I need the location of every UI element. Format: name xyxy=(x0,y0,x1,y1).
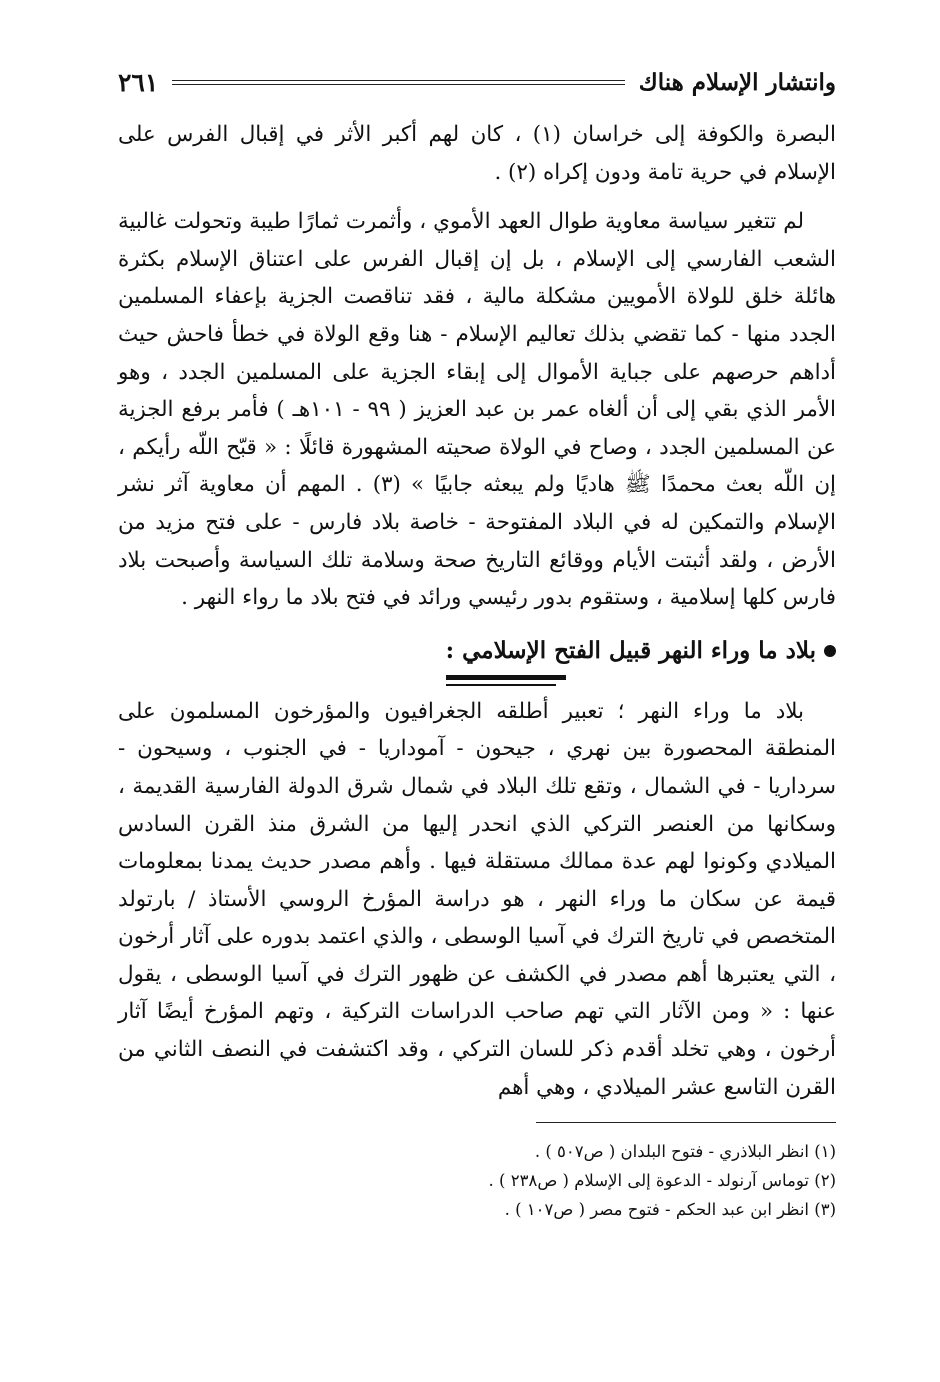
footnote-separator xyxy=(536,1122,836,1123)
section-heading-label: بلاد ما وراء النهر قبيل الفتح الإسلامي : xyxy=(445,637,816,665)
heading-underline xyxy=(446,675,566,680)
section-heading-text xyxy=(446,637,816,664)
paragraph-transoxiana: بلاد ما وراء النهر ؛ تعبير أطلقه الجغرافيون والمؤرخون المسلمون على المنطقة المحصورة بين نهري ، جيحون - آموداريا - في الجنوب ، وسيحون - سرداريا - في الشمال ، وتقع تلك البلاد في شمال شرق الدولة الفارسية القديمة ، وسكانها من العنصر التركي الذي انحدر إليها من الشرق منذ القرن السادس الميلادي وكونوا لهم عدة ممالك مستقلة فيها . وأهم مصدر حديث يمدنا بمعلومات قيمة عن سكان ما وراء النهر ، هو دراسة المؤرخ الروسي الأستاذ / بارتولد المتخصص في تاريخ الترك في آسيا الوسطى ، والذي اعتمد بدوره على آثار أرخون ، التي يعتبرها أهم مصدر في الكشف عن ظهور الترك في آسيا الوسطى ، يقول عنها : « ومن الآثار التي تهم صاحب الدراسات التركية ، وتهم المؤرخ أيضًا آثار أرخون ، وهي تخلد أقدم ذكر للسان التركي ، وقد اكتشفت في النصف الثاني من القرن التاسع عشر الميلادي ، وهي أهم xyxy=(118,698,836,1100)
footnote-3: (٣) انظر ابن عبد الحكم - فتوح مصر ( ص١٠٧ ) . xyxy=(504,1200,836,1220)
body-text xyxy=(118,116,836,1106)
footnote-1: (١) انظر البلاذري - فتوح البلدان ( ص٥٠٧ ) . xyxy=(534,1142,836,1162)
running-header xyxy=(118,62,836,102)
header-double-rule xyxy=(172,80,624,85)
paragraph-muawiya-policy: لم تتغير سياسة معاوية طوال العهد الأموي ، وأثمرت ثمارًا طيبة وتحولت غالبية الشعب الفارسي إلى الإسلام ، بل إن إقبال الفرس على اعتناق الإسلام بكثرة هائلة خلق للولاة الأمويين مشكلة مالية ، فقد تناقصت الجزية بإعفاء المسلمين الجدد منها - كما تقضي بذلك تعاليم الإسلام - هنا وقع الولاة في خطأ فاحش حيث أداهم حرصهم على جباية الأموال إلى إبقاء الجزية على المسلمين الجدد ، وهو الأمر الذي بقي إلى أن ألغاه عمر بن عبد العزيز ( ٩٩ - ١٠١هـ ) فأمر برفع الجزية عن المسلمين الجدد ، وصاح في الولاة صحيته المشهورة قائلًا : « قبّح اللّه رأيكم ، إن اللّه بعث محمدًا ﷺ هاديًا ولم يبعثه جابيًا » (٣) . المهم أن معاوية آثر نشر الإسلام والتمكين له في البلاد المفتوحة - خاصة بلاد فارس - على فتح مزيد من الأرض ، ولقد أثبتت الأيام ووقائع التاريخ صحة وسلامة تلك السياسة وأصبحت بلاد فارس كلها إسلامية ، وستقوم بدور رئيسي ورائد في فتح بلاد ما رواء النهر . xyxy=(118,209,836,611)
footnotes xyxy=(118,1137,836,1224)
bullet-icon xyxy=(824,645,836,657)
running-header-title: وانتشار الإسلام هناك xyxy=(638,68,836,96)
paragraph-intro: البصرة والكوفة إلى خراسان (١) ، كان لهم أكبر الأثر في إقبال الفرس على الإسلام في حرية تامة ودون إكراه (٢) . xyxy=(118,122,837,185)
book-page xyxy=(118,62,836,1362)
footnote-2: (٢) توماس آرنولد - الدعوة إلى الإسلام ( ص٢٣٨ ) . xyxy=(488,1171,836,1191)
section-heading xyxy=(118,629,836,673)
heading-underline-thin xyxy=(446,684,556,686)
section-body xyxy=(118,693,836,1107)
page-number: ٢٦١ xyxy=(118,67,159,97)
